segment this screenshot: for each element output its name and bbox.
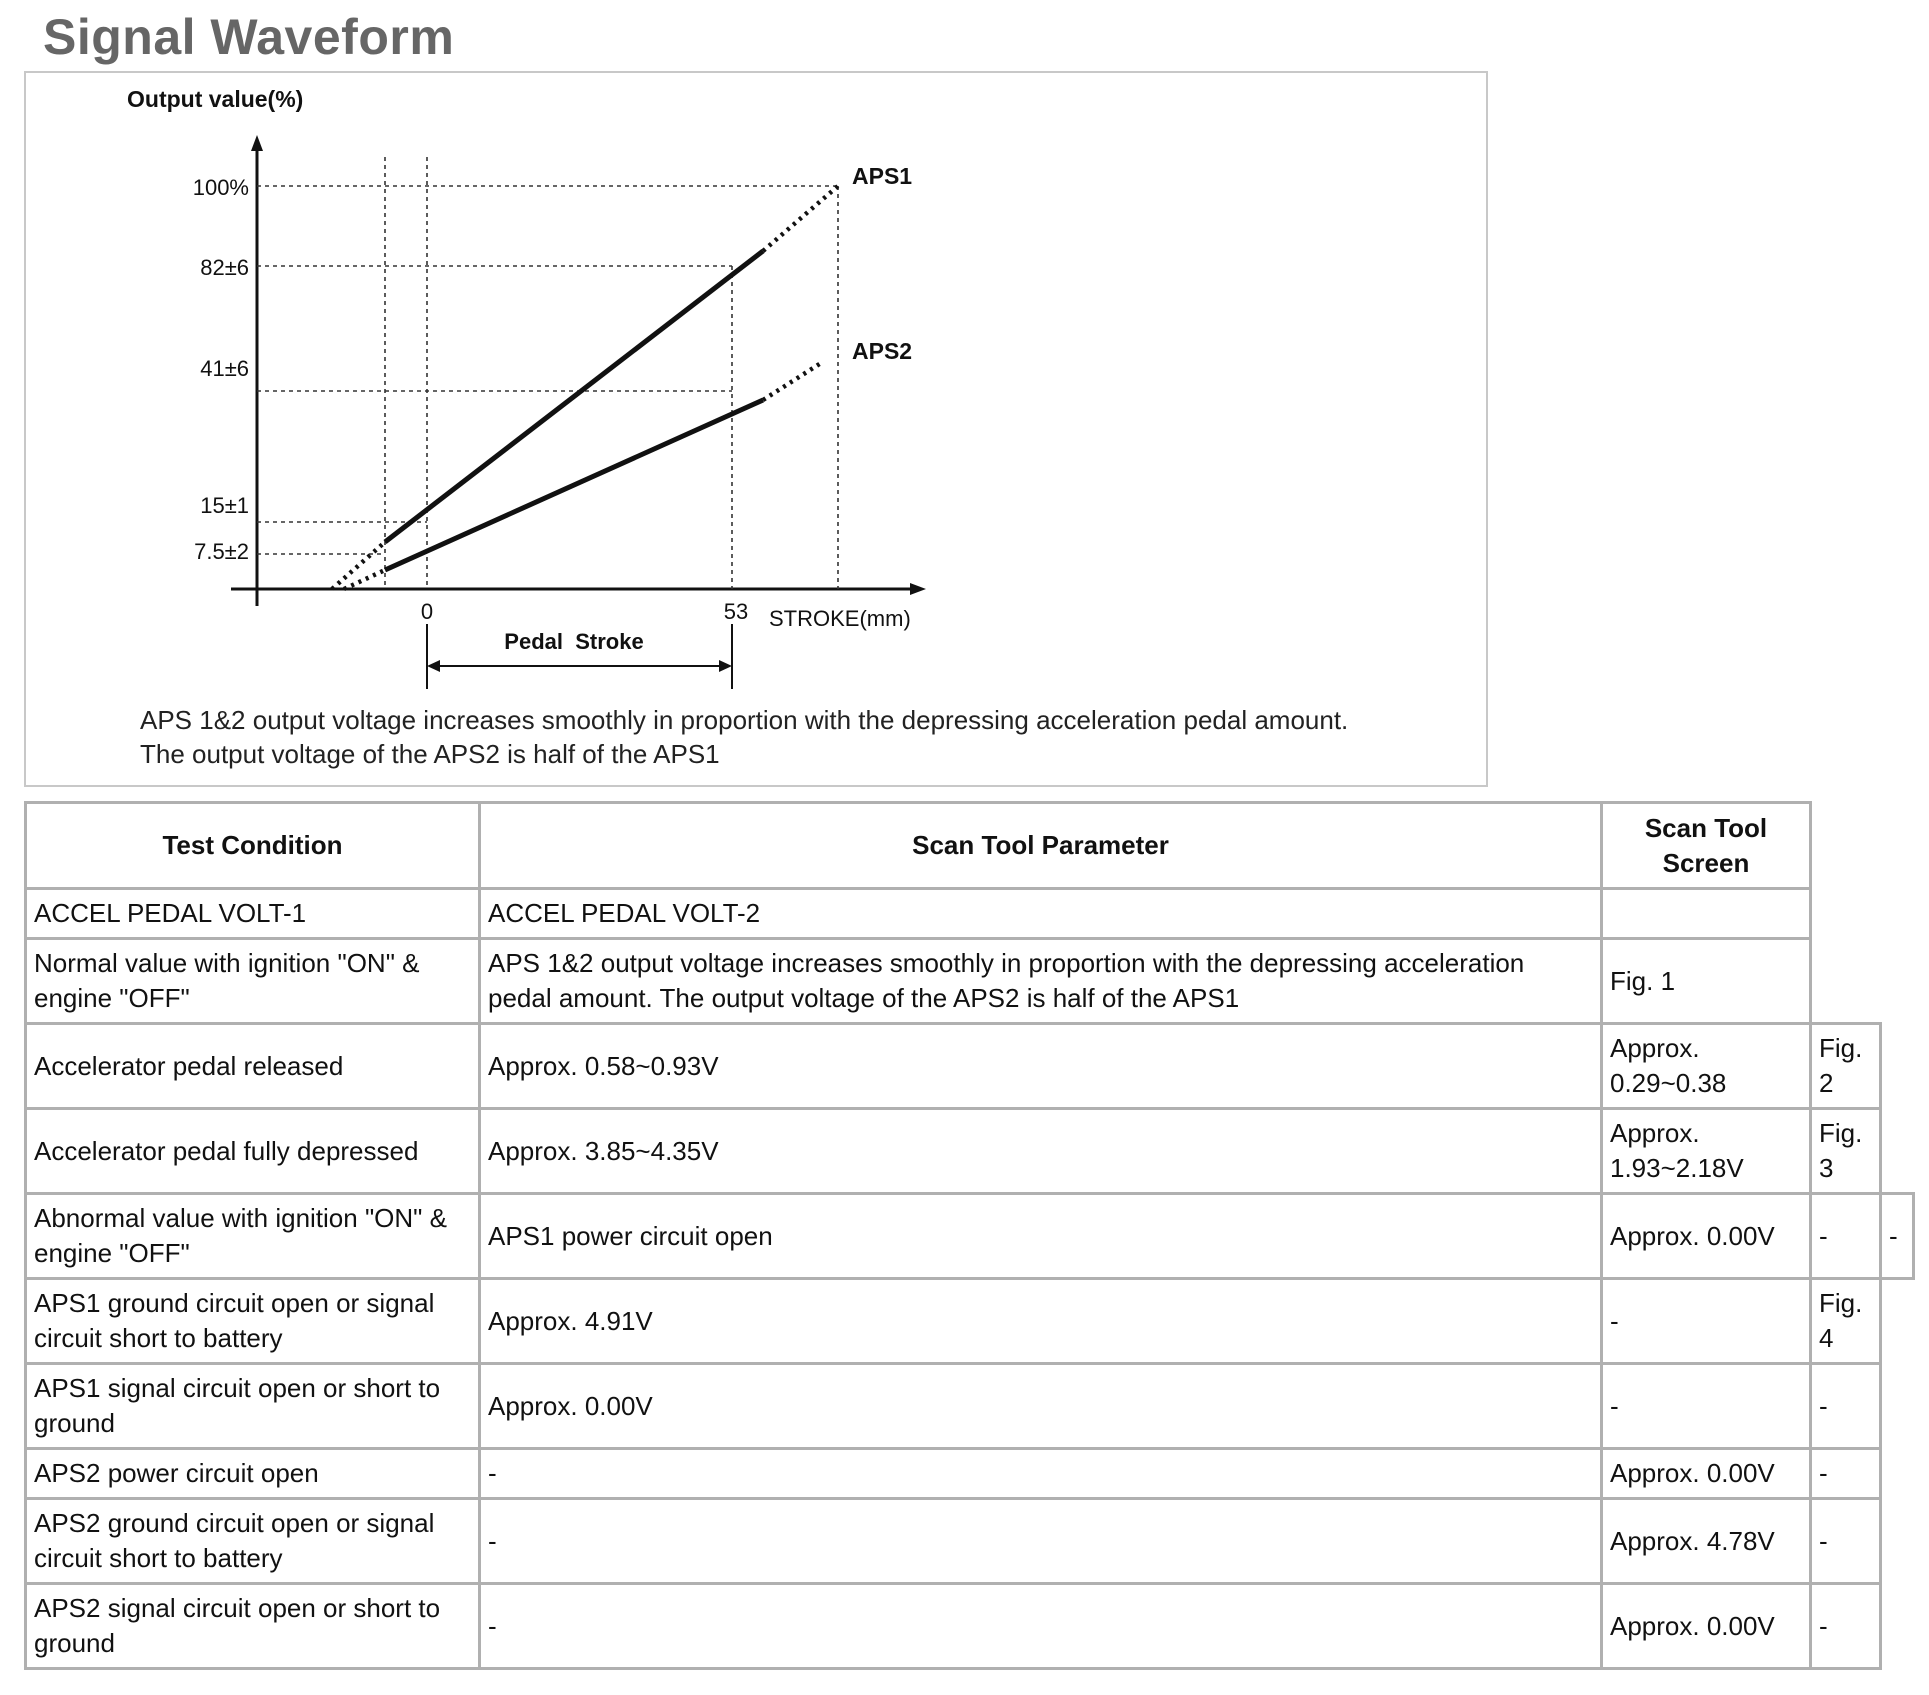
cell-condition: APS1 signal circuit open or short to ground: [26, 1364, 480, 1449]
x-tick-53: 53: [723, 599, 749, 624]
table-param-row: [26, 889, 1914, 939]
cell-value-4: [1881, 1584, 1914, 1669]
cell-value-2: -: [1602, 1279, 1811, 1364]
cell-value-1: -: [480, 1449, 1602, 1499]
x-axis-label: STROKE(mm): [769, 606, 911, 631]
cell-value-1: APS 1&2 output voltage increases smoothly in proportion with the depressing acceleration pedal amount. The output voltage of the APS2 is half of the APS1: [480, 939, 1602, 1024]
param-cell-3: [1602, 889, 1811, 939]
cell-value-2: Approx. 0.00V: [1602, 1194, 1811, 1279]
cell-value-4: [1881, 1364, 1914, 1449]
cell-value-2: Approx. 0.00V: [1602, 1584, 1811, 1669]
aps1-dotted-high: [763, 186, 838, 251]
table-row: [26, 939, 1914, 1024]
table-row: [26, 1584, 1914, 1669]
y-tick-41: 41±6: [200, 356, 249, 381]
caption-line-2: The output voltage of the APS2 is half of the APS1: [140, 739, 720, 769]
cell-value-3: Fig. 4: [1811, 1279, 1881, 1364]
cell-value-4: -: [1881, 1194, 1914, 1279]
cell-value-4: [1881, 1024, 1914, 1109]
span-arrow-right: [719, 660, 732, 672]
cell-value-2: Approx. 0.29~0.38: [1602, 1024, 1811, 1109]
cell-value-1: -: [480, 1584, 1602, 1669]
y-tick-100: 100%: [192, 175, 249, 200]
cell-condition: Accelerator pedal fully depressed: [26, 1109, 480, 1194]
header-scan-tool-screen: Scan Tool Screen: [1602, 803, 1811, 889]
aps2-dotted-high: [763, 363, 821, 400]
table-row: [26, 1364, 1914, 1449]
cell-value-4: [1881, 1279, 1914, 1364]
y-tick-15: 15±1: [200, 493, 249, 518]
param-cell-1: ACCEL PEDAL VOLT-1: [26, 889, 480, 939]
aps1-label: APS1: [852, 163, 913, 189]
cell-value-1: Approx. 0.00V: [480, 1364, 1602, 1449]
table-header-row: [26, 803, 1914, 889]
scan-tool-table: [24, 801, 1915, 1670]
y-axis-label: Output value(%): [127, 86, 304, 112]
cell-value-4: [1881, 939, 1914, 1024]
cell-value-1: -: [480, 1499, 1602, 1584]
cell-condition: APS2 ground circuit open or signal circuit short to battery: [26, 1499, 480, 1584]
table-row: [26, 1109, 1914, 1194]
cell-value-4: [1881, 1499, 1914, 1584]
param-cell-2: ACCEL PEDAL VOLT-2: [480, 889, 1602, 939]
cell-value-3: -: [1811, 1364, 1881, 1449]
cell-value-2: Approx. 0.00V: [1602, 1449, 1811, 1499]
y-tick-82: 82±6: [200, 255, 249, 280]
cell-condition: Normal value with ignition "ON" & engine "OFF": [26, 939, 480, 1024]
cell-value-3: -: [1811, 1584, 1881, 1669]
cell-value-1: Approx. 0.58~0.93V: [480, 1024, 1602, 1109]
cell-value-4: [1881, 1109, 1914, 1194]
cell-value-3: [1811, 939, 1881, 1024]
table-row: [26, 1194, 1914, 1279]
table-row: [26, 1449, 1914, 1499]
figure-caption: [140, 703, 1348, 771]
cell-value-3: Fig. 3: [1811, 1109, 1881, 1194]
param-spacer: [1811, 889, 1914, 939]
cell-value-2: -: [1602, 1364, 1811, 1449]
waveform-diagram: [26, 73, 1486, 785]
page-title: Signal Waveform: [43, 9, 455, 65]
cell-condition: APS1 ground circuit open or signal circuit short to battery: [26, 1279, 480, 1364]
cell-value-4: [1881, 1449, 1914, 1499]
aps1-solid: [385, 251, 763, 542]
cell-condition: APS2 power circuit open: [26, 1449, 480, 1499]
cell-value-1: Approx. 3.85~4.35V: [480, 1109, 1602, 1194]
cell-value-3: -: [1811, 1449, 1881, 1499]
signal-waveform-figure: [24, 71, 1488, 787]
x-tick-0: 0: [420, 599, 434, 624]
cell-value-2: Approx. 1.93~2.18V: [1602, 1109, 1811, 1194]
aps2-label: APS2: [852, 338, 913, 364]
cell-value-2: Approx. 4.78V: [1602, 1499, 1811, 1584]
x-axis-arrow: [910, 583, 926, 595]
y-axis-arrow: [251, 135, 263, 151]
caption-line-1: APS 1&2 output voltage increases smoothly in proportion with the depressing acceleration pedal amount.: [140, 705, 1349, 735]
cell-value-3: -: [1811, 1499, 1881, 1584]
table-row: [26, 1279, 1914, 1364]
cell-value-1: APS1 power circuit open: [480, 1194, 1602, 1279]
cell-value-3: -: [1811, 1194, 1881, 1279]
cell-condition: APS2 signal circuit open or short to ground: [26, 1584, 480, 1669]
cell-value-1: Approx. 4.91V: [480, 1279, 1602, 1364]
table-row: [26, 1024, 1914, 1109]
header-spacer: [1811, 803, 1914, 889]
header-scan-tool-parameter: Scan Tool Parameter: [480, 803, 1602, 889]
cell-value-3: Fig. 2: [1811, 1024, 1881, 1109]
cell-value-2: Fig. 1: [1602, 939, 1811, 1024]
table-row: [26, 1499, 1914, 1584]
header-test-condition: Test Condition: [26, 803, 480, 889]
span-arrow-left: [427, 660, 440, 672]
pedal-stroke-label: Pedal Stroke: [504, 629, 644, 654]
cell-condition: Abnormal value with ignition "ON" & engine "OFF": [26, 1194, 480, 1279]
cell-condition: Accelerator pedal released: [26, 1024, 480, 1109]
y-tick-7-5: 7.5±2: [194, 539, 249, 564]
aps2-solid: [385, 400, 763, 570]
